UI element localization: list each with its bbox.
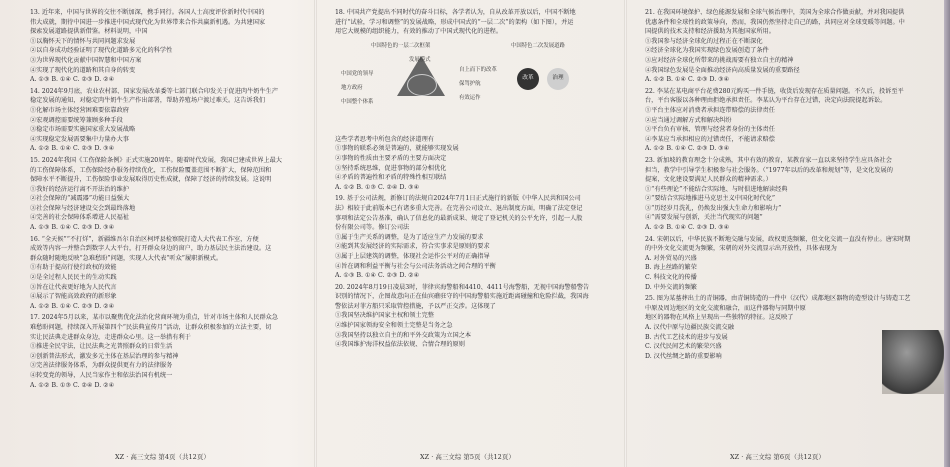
question-line: ①“有些理论”不能结合实际地、与时俱进地解读经典 [645, 185, 788, 193]
question-stem: 14. 2024年9月底，农业农村部、国家发展改革委等七部门联合印发关于促进肉牛奶牛生产 [30, 87, 279, 95]
right-edge-shadow [944, 0, 950, 467]
question-line: 的工伤保障体系，工伤保险经办服务持续优化，工伤保险覆盖范围不断扩大，保障范围和 [30, 166, 272, 174]
answer-options: A. ①③ B. ①④ C. ②③ D. ②④ [30, 76, 115, 84]
answer-options: A. 对外贸易的兴盛 [645, 254, 697, 262]
question-line: ④我国绿色发展是全面推动经济向高质量发展的重要路径 [645, 66, 800, 74]
question-stem: 18. 中国共产党提出不同时代的奋斗目标，各学者认为，自从改革开放以后，中国不断地 [335, 9, 576, 16]
question-line: 中原及周边地区的文化交流和融合，而这件器物与同期中原 [645, 304, 806, 312]
question-line: ③应对经济全球化所带来的挑战需要有独立自主的精神 [645, 56, 794, 64]
question-line: 的中外文化交流更为频繁，宋朝的对外交流显示出开放性，具体表现为 [645, 245, 837, 253]
question-line: ②是全过程人民民主的生动实践 [30, 274, 117, 282]
question-line: 群众随时随地反映“急难愁盼”问题，实现人大代表“听众”履职新模式。 [30, 254, 223, 262]
question-line: 保障水平不断提升，工伤保险事业发展取得历史性成就，保障了经济的持续发展。这说明 [30, 176, 272, 184]
question-line: ③完善法律服务体系，为群众提供更有力的法律服务 [30, 362, 173, 370]
question-line: ②宏观调控需要统筹兼顾多种手段 [30, 116, 123, 124]
answer-options: A. 汉代中原与边疆民族交流交融 [645, 324, 734, 331]
diagram-node-governance: 治理 [547, 68, 569, 90]
question-stem: 23. 新加坡的教育理念十分成熟，其中有效的教育，某教育家一直以来坚持学生应具备社会 [645, 156, 892, 164]
question-line: 事项和法定公告基准，确认了信息化的最新成果、规定了登记机关的公平允许，引起一人股 [335, 214, 583, 222]
answer-options: A. ①② B. ①④ C. ②③ D. ③④ [645, 145, 730, 153]
question-line: ④李某应当承担相应的过错责任，不能请求赔偿 [645, 135, 775, 143]
bronze-artifact-photo [882, 330, 944, 394]
question-line: 稳定发展的通知，对稳定肉牛奶牛生产作出部署，帮助养殖场户渡过难关。这告诉我们 [30, 97, 266, 105]
page-5-top-text [335, 8, 613, 37]
question-line: ④展示了智能高效政府的新形象 [30, 293, 117, 301]
question-stem: 25. 图为某墓葬出土的青铜器，由青铜铸造的一件中（汉代）成都地区器物的造型设计与铸造工艺 [645, 295, 911, 303]
question-line: ①属于生产关系的调整，是为了适应生产力发展的要求 [335, 233, 484, 241]
question-line: ②社会保障的“减震器”功能日益强大 [30, 195, 130, 203]
question-line: ③坚持系统思维，促进事物的部分相优化 [335, 164, 447, 172]
answer-options: A. ①② B. ①④ C. ②③ D. ③④ [30, 145, 115, 153]
answer-options: A. ①③ B. ①④ C. ②③ D. ③④ [30, 224, 115, 232]
question-stem: 21. 在我国环境保护、绿色能源发展和全球气候治理中，美国为全球合作做贡献，并对我国提供 [645, 9, 905, 16]
question-line: 国提供的技术支持和经济援助为其他国家所用。 [645, 28, 775, 36]
question-stem: 19. 基于公司法规，新修订的法规自2024年7月1日正式施行的新版《中华人民共和国公司 [335, 195, 581, 203]
page-4-column [30, 6, 302, 446]
question-line: 份有限公司等。修订公司法 [335, 224, 410, 232]
question-line: ③平台负有审核、管理与经营者身份的主体责任 [645, 126, 775, 134]
question-line: ③为世界现代化贡献中国智慧和中国方案 [30, 56, 142, 64]
question-line: ④“需要发展与创新，关注当代现实的问题” [645, 214, 763, 222]
diagram-right-label: 自上而下的改革 [459, 66, 497, 73]
page-5-bottom-text [335, 135, 613, 350]
question-line: 识别的情况下，企图故意向正在仙宾礁驻守的中国海警船实施近距离碰撞和危险拦截，我国海 [335, 293, 589, 301]
page-fold-2 [624, 0, 627, 467]
page-5-footer: XZ · 高三文综 第5页（共12页） [420, 453, 515, 461]
question-line: 优惠条件和全球性的政策导向，然而，我国仍然坚持走自己的路，共同应对全球变暖等问题。中 [645, 18, 905, 26]
answer-options: A. ①② B. ①③ C. ②④ D. ③④ [335, 183, 420, 191]
question-line: ①推进全民守法，让民法典之光普照群众的日常生活 [30, 343, 173, 351]
question-line: ②“要结合实际地推进马克思主义中国化时代化” [645, 195, 776, 203]
answer-options: A. ①② B. ①④ C. ②③ D. ③④ [645, 224, 730, 232]
answer-options: A. ①② B. ①④ C. ②③ D. ②④ [30, 302, 115, 310]
question-line: ①我好的经济运行离不开法治的维护 [30, 185, 129, 193]
question-stem: 16. “全天候”“不打烊”，新疆维吾尔自治区柯坪县检察院打造人大代表工作室，方便 [30, 235, 259, 243]
question-stem: 24. 宋朝以后，中华民族不断地交融与发展，政权更迭频繁，但文化交流一直没有停止。唐宋时期 [645, 235, 911, 243]
question-line: B. 古代工艺技术的进步与发展 [645, 333, 728, 341]
question-line: ④我国维护海洋权益依法依规、合情合理的原则 [335, 341, 465, 349]
question-line: ④完善的社会保障体系增进人民福祉 [30, 214, 129, 222]
diagram-left-title: 中国特色的一层二次框架 [371, 42, 431, 49]
diagram-apex-label: 发展模式 [409, 56, 431, 63]
question-line: ③旨在让代表更好地为人民代言 [30, 283, 117, 291]
question-line: 伟大成就，期待中国进一步推进中国式现代化为世界带来合作共赢新机遇。为共建国家 [30, 18, 266, 26]
question-line: ②维护国家领海安全和领土完整是当务之急 [335, 322, 453, 330]
question-line: ②应当通过调解方式和解决纠纷 [645, 116, 732, 124]
question-line: ④实现了现代化的道路和其自身的转变 [30, 66, 136, 74]
question-line: 提案，文化建设要满足人民群众的精神需求。） [645, 176, 772, 184]
question-line: 探索发展道路提供新借鉴。材料说明，中国 [30, 28, 148, 36]
governance-diagram [335, 40, 613, 132]
question-line: 地区的器物在风格上呈现出一些独特的特征。这反映了 [645, 314, 794, 322]
question-line: ③稳定市场需要实施国家重大发展战略 [30, 126, 136, 134]
page-4-footer: XZ · 高三文综 第4页（共12页） [115, 453, 210, 461]
question-line: 担当，教学中引导学生积极参与社会服务。（“1977年以后的改革和规划”等，是文化发展的 [645, 166, 893, 174]
question-line: ②事物的性质由主要矛盾的主要方面决定 [335, 154, 447, 162]
diagram-right-label: 保驾护航 [459, 80, 481, 87]
question-line: ④转变党的领导，人民当家作主和依法治国有机统一 [30, 371, 173, 379]
page-fold-1 [314, 0, 317, 467]
diagram-left-label: 中国党的领导 [341, 70, 374, 77]
question-stem: 20. 2024年8月19日凌晨3时，菲律宾海警船和4410、4411号海警船，无视中国海警船警告 [335, 283, 590, 291]
question-line: ①化解市场主体经营困难要依靠政府 [30, 106, 129, 114]
question-line: 成效等内容一并整合到数字人大平台，打开群众身边的窗户，助力基层民主法治建设。这 [30, 245, 272, 253]
question-stem: 15. 2024年我国《工伤保险条例》正式实施20周年。随着时代发展，我国已建成世界上最大 [30, 156, 282, 164]
question-line: ④矛盾的普遍性和矛盾的特殊性相互联结 [335, 174, 447, 182]
question-line: ②创新普法形式，激发多元主体在基层治理的参与精神 [30, 352, 179, 360]
question-line: D. 汉代丝绸之路的重要影响 [645, 352, 722, 360]
question-line: ③属于上层建筑的调整，体现社会运作公平对的正确指导 [335, 252, 490, 260]
question-line: ③我国坚持以独立自主的和平外交政策为立国之本 [335, 331, 472, 339]
question-line: ①有助于提高行使行政权的效能 [30, 264, 117, 272]
question-line: 这些学者思考中所包含的经济道理有 [335, 135, 434, 143]
question-line: 难愁盼问题，持续深入开展第四个“民法典宣传月”活动，让群众积极参加的立法主要，切 [30, 324, 272, 331]
question-line: ①我国坚决维护国家主权和领土完整 [335, 312, 434, 320]
diagram-left-label: 中国整个体系 [341, 98, 374, 105]
question-line: C. 科技文化的传播 [645, 274, 697, 282]
question-line: ①以胸怀天下的情怀与共同问题求发展 [30, 37, 136, 45]
question-line: ①平台主体应对消费者承担连带赔偿的法律责任 [645, 106, 775, 114]
question-line: 实让民法典走进群众身边，走进群众心里。这一举措有利于 [30, 333, 191, 341]
question-line: ②经济全球化为我国实现绿色发展创造了条件 [645, 47, 769, 55]
question-line: 法》相较于此前版本已有诸多重大完善。在完善公司设立、退出制度方面，明确了法定登记 [335, 204, 583, 212]
question-line: 台，平台客服以各种理由拒绝承担责任。李某认为平台存在过错，决定向法院提起诉讼。 [645, 97, 887, 105]
question-line: C. 汉代民间艺术的繁荣兴盛 [645, 343, 722, 351]
question-line: ④旨在调和利益平衡与社会与公司法务活动之间合理的平衡 [335, 262, 496, 270]
answer-options: A. ①② B. ①③ C. ②④ D. ②④ [30, 381, 115, 389]
answer-options: A. ①③ B. ①④ C. ②③ D. ②④ [335, 272, 420, 280]
question-stem: 22. 李某在某电商平台花费280元购买一件手链，收货后发现存在质量问题。不久后，投诉至平 [645, 87, 904, 95]
question-line: ①我国参与经济全球化的过程正在不断深化 [645, 37, 763, 45]
question-line: 进行“试验，学习和调整”的发展战略，形成中国式的“一层二次”的架构（如下图），并运 [335, 18, 574, 26]
question-line: ②以自身成功经验证明了现代化道路多元化的科学性 [30, 47, 173, 55]
diagram-right-title: 中国特色二次发展道路 [511, 42, 565, 49]
diagram-node-reform: 改革 [517, 68, 539, 90]
question-stem: 17. 2024年5月以来，某市以聚焦优化法治化营商环境为重点，针对市场主体和人民群众急 [30, 314, 279, 322]
question-line: 警依法对菲方船只采取管控措施，予以严正交涉。这体现了 [335, 302, 496, 310]
diagram-cycle-arrows [407, 74, 437, 96]
page-6-footer: XZ · 高三文综 第6页（共12页） [730, 453, 825, 461]
diagram-right-label: 有效运作 [459, 94, 481, 101]
diagram-left-label: 地方政府 [341, 84, 363, 91]
question-line: ②能到其发展经济的实际需求，符合实事求是原则的要求 [335, 243, 490, 251]
page-5-column [335, 6, 613, 446]
question-stem: 13. 近年来，中国与世界的交往不断加深，携手同行。各国人士高度评价新时代中国的 [30, 9, 265, 16]
answer-options: A. ①② B. ①④ C. ②③ D. ③④ [645, 76, 730, 84]
question-line: ③社会保障与经济建设交会到最终落地 [30, 204, 136, 212]
question-line: D. 中外交流的频繁 [645, 283, 697, 291]
question-line: ③“历经岁月洗礼，仍焕发出强大生命力和影响力” [645, 204, 782, 212]
question-line: 用它大规模的组织能力，有效的推动了中国式现代化的进程。 [335, 28, 503, 36]
question-line: ④实现稳定发展需要集中力量办大事 [30, 135, 129, 143]
question-line: B. 海上丝路的繁荣 [645, 264, 697, 272]
question-line: ①事物的联系必须是普遍的，就能够实现发展 [335, 145, 459, 153]
